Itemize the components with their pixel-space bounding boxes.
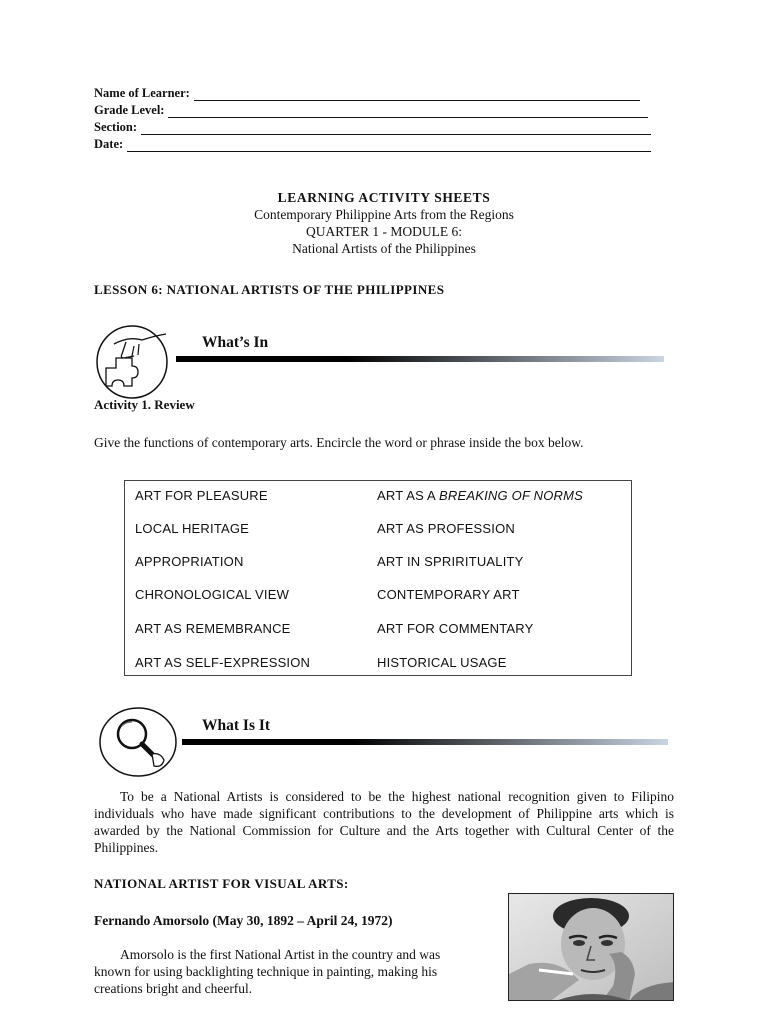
option-right-4[interactable]: CONTEMPORARY ART — [377, 587, 520, 602]
puzzle-hand-icon — [94, 322, 176, 404]
name-of-learner-line[interactable] — [194, 88, 640, 101]
section-divider — [182, 739, 668, 745]
name-of-learner-field — [94, 86, 640, 101]
option-right-6[interactable]: HISTORICAL USAGE — [377, 655, 507, 670]
option-left-5[interactable]: ART AS REMEMBRANCE — [135, 621, 291, 636]
option-right-2[interactable]: ART AS PROFESSION — [377, 521, 516, 536]
whats-in-title: What’s In — [202, 334, 269, 351]
national-artist-paragraph: To be a National Artists is considered to be the highest national recognition given to Filipino individuals who have made significant contributions to the development of Philippine arts which is awarded by the National Commission for Culture and the Arts together with Cultural Center of the Philippines. — [94, 789, 674, 855]
date-field — [94, 137, 651, 152]
option-left-1[interactable]: ART FOR PLEASURE — [135, 488, 268, 503]
magnifying-glass-icon — [98, 706, 180, 778]
section-field — [94, 120, 651, 135]
section-divider — [176, 356, 664, 362]
artist-name: Fernando Amorsolo (May 30, 1892 – April 24, 1972) — [94, 913, 393, 928]
what-is-it-title: What Is It — [202, 717, 271, 734]
grade-level-field — [94, 103, 648, 118]
section-line[interactable] — [141, 122, 651, 135]
date-line[interactable] — [127, 139, 651, 152]
field-label: Date: — [94, 137, 124, 151]
option-left-3[interactable]: APPROPRIATION — [135, 554, 244, 569]
field-label: Section: — [94, 120, 138, 134]
activity-heading: Activity 1. Review — [94, 397, 195, 412]
field-label: Name of Learner: — [94, 86, 190, 100]
field-label: Grade Level: — [94, 103, 165, 117]
artist-portrait — [508, 893, 674, 1001]
option-right-1[interactable] — [377, 488, 583, 503]
grade-level-line[interactable] — [168, 105, 648, 118]
option-right-1-prefix: ART AS A — [377, 488, 440, 503]
option-left-2[interactable]: LOCAL HERITAGE — [135, 521, 250, 536]
option-right-1-italic: BREAKING OF NORMS — [439, 488, 584, 503]
artist-description: Amorsolo is the first National Artist in the country and was known for using backlighting technique in painting, making his creations bright and cheerful. — [94, 947, 441, 996]
option-left-4[interactable]: CHRONOLOGICAL VIEW — [135, 587, 290, 602]
document-title: LEARNING ACTIVITY SHEETS — [277, 190, 491, 205]
option-right-3[interactable]: ART IN SPRIRITUALITY — [377, 554, 524, 569]
option-left-6[interactable]: ART AS SELF-EXPRESSION — [135, 655, 311, 670]
quarter-title: QUARTER 1 - MODULE 6: — [306, 224, 462, 239]
subject-title: Contemporary Philippine Arts from the Regions — [254, 207, 514, 222]
lesson-heading: LESSON 6: NATIONAL ARTISTS OF THE PHILIPPINES — [94, 282, 445, 297]
option-right-5[interactable]: ART FOR COMMENTARY — [377, 621, 534, 636]
visual-arts-heading: NATIONAL ARTIST FOR VISUAL ARTS: — [94, 876, 349, 891]
activity-instruction: Give the functions of contemporary arts. Encircle the word or phrase inside the box below. — [94, 435, 584, 450]
functions-box — [124, 480, 632, 676]
module-title: National Artists of the Philippines — [292, 241, 476, 256]
